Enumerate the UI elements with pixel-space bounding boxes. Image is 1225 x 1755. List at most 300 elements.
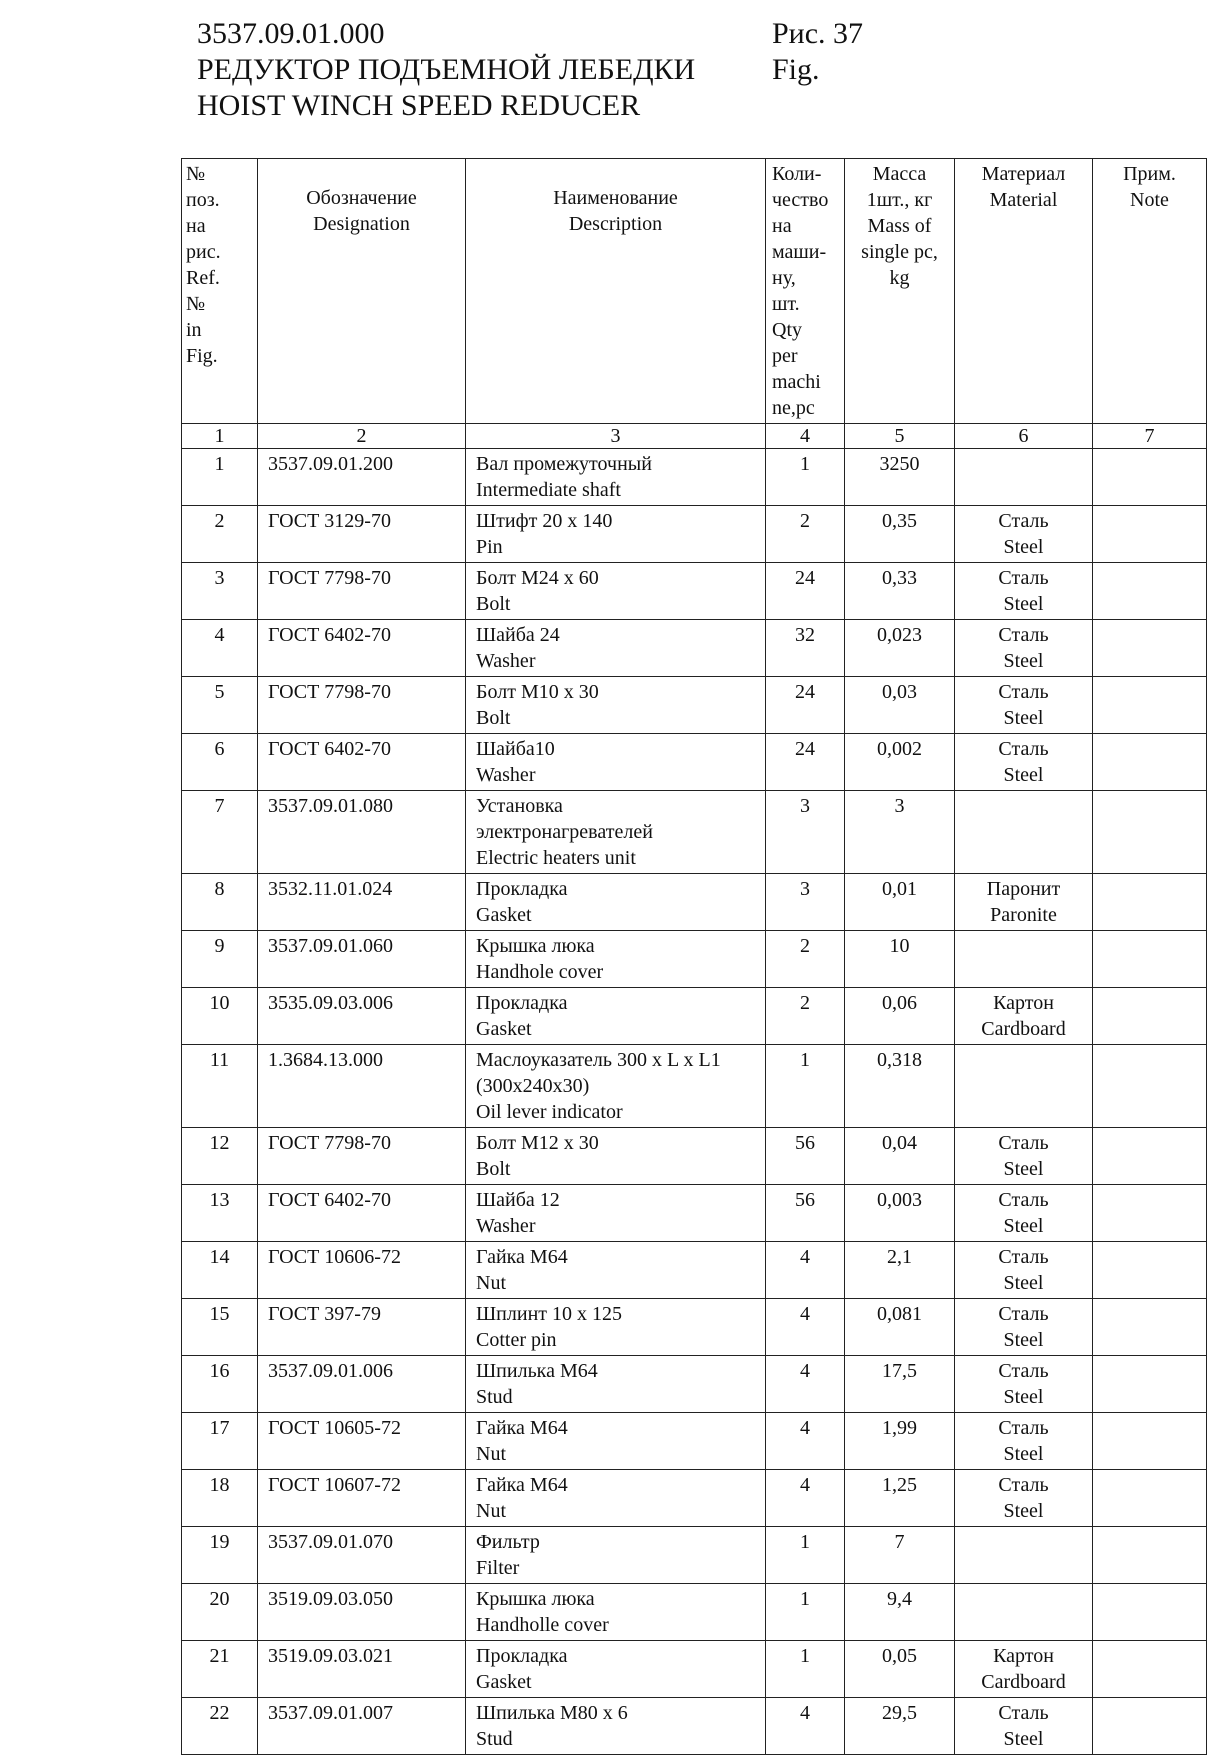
- description-line: Gasket: [476, 1671, 532, 1693]
- table-row: [182, 1584, 1207, 1641]
- description-line: Bolt: [476, 707, 511, 729]
- header-line: Наименование: [553, 187, 678, 209]
- material-cell: [955, 1045, 1093, 1128]
- header-line: Прим.: [1123, 163, 1176, 185]
- description-line: Шпилька М80 х 6: [476, 1702, 628, 1724]
- column-number: 7: [1093, 424, 1207, 449]
- column-number: 4: [766, 424, 845, 449]
- material-line: Сталь: [998, 681, 1049, 703]
- table-row: [182, 677, 1207, 734]
- header-designation: [258, 159, 466, 424]
- material-line: Сталь: [998, 567, 1049, 589]
- column-number: 5: [845, 424, 955, 449]
- description-line: Прокладка: [476, 1645, 568, 1667]
- material-line: Steel: [1003, 650, 1044, 672]
- material-line: Steel: [1003, 707, 1044, 729]
- material-line: Steel: [1003, 1728, 1044, 1750]
- designation-cell: ГОСТ 7798-70: [258, 1128, 466, 1185]
- header-qty: [766, 159, 845, 424]
- description-line: электронагревателей: [476, 821, 653, 843]
- description-cell: [466, 1698, 766, 1755]
- material-line: Картон: [993, 1645, 1054, 1667]
- designation-cell: 3537.09.01.007: [258, 1698, 466, 1755]
- material-cell: [955, 1128, 1093, 1185]
- description-line: Прокладка: [476, 992, 568, 1014]
- material-line: Сталь: [998, 1360, 1049, 1382]
- header-line: Material: [989, 189, 1058, 211]
- ref-number-cell: 3: [182, 563, 258, 620]
- designation-cell: ГОСТ 3129-70: [258, 506, 466, 563]
- description-line: Pin: [476, 536, 503, 558]
- table-row: [182, 449, 1207, 506]
- header-mass: [845, 159, 955, 424]
- description-cell: [466, 1299, 766, 1356]
- description-line: Electric heaters unit: [476, 847, 636, 869]
- material-cell: [955, 563, 1093, 620]
- description-line: Шайба 12: [476, 1189, 560, 1211]
- description-line: Болт М10 х 30: [476, 681, 599, 703]
- note-cell: [1093, 1299, 1207, 1356]
- material-cell: [955, 1527, 1093, 1584]
- mass-cell: 10: [845, 931, 955, 988]
- quantity-cell: 4: [766, 1470, 845, 1527]
- description-cell: [466, 931, 766, 988]
- description-cell: [466, 1356, 766, 1413]
- description-line: Cotter pin: [476, 1329, 557, 1351]
- material-cell: [955, 734, 1093, 791]
- description-line: Прокладка: [476, 878, 568, 900]
- header-line: №: [186, 293, 206, 315]
- header-line: Note: [1130, 189, 1169, 211]
- column-number: 1: [182, 424, 258, 449]
- description-line: Болт М24 х 60: [476, 567, 599, 589]
- mass-cell: 0,05: [845, 1641, 955, 1698]
- designation-cell: 3519.09.03.021: [258, 1641, 466, 1698]
- designation-cell: 3537.09.01.070: [258, 1527, 466, 1584]
- note-cell: [1093, 1527, 1207, 1584]
- ref-number-cell: 22: [182, 1698, 258, 1755]
- quantity-cell: 56: [766, 1128, 845, 1185]
- designation-cell: 3535.09.03.006: [258, 988, 466, 1045]
- designation-cell: 3532.11.01.024: [258, 874, 466, 931]
- quantity-cell: 3: [766, 874, 845, 931]
- mass-cell: 1,99: [845, 1413, 955, 1470]
- header-line: per: [772, 345, 798, 367]
- mass-cell: 7: [845, 1527, 955, 1584]
- designation-cell: ГОСТ 6402-70: [258, 734, 466, 791]
- table-row: [182, 1045, 1207, 1128]
- header-line: на: [772, 215, 792, 237]
- description-line: Гайка М64: [476, 1417, 568, 1439]
- quantity-cell: 4: [766, 1698, 845, 1755]
- material-line: Cardboard: [981, 1671, 1066, 1693]
- quantity-cell: 2: [766, 506, 845, 563]
- header-line: рис.: [186, 241, 221, 263]
- mass-cell: 1,25: [845, 1470, 955, 1527]
- description-cell: [466, 874, 766, 931]
- material-cell: [955, 988, 1093, 1045]
- header-line: Qty: [772, 319, 802, 341]
- description-cell: [466, 1128, 766, 1185]
- material-line: Сталь: [998, 738, 1049, 760]
- description-line: Gasket: [476, 1018, 532, 1040]
- mass-cell: 0,003: [845, 1185, 955, 1242]
- ref-number-cell: 2: [182, 506, 258, 563]
- material-line: Сталь: [998, 1417, 1049, 1439]
- description-cell: [466, 449, 766, 506]
- column-number: 6: [955, 424, 1093, 449]
- header-description: [466, 159, 766, 424]
- material-line: Steel: [1003, 593, 1044, 615]
- note-cell: [1093, 677, 1207, 734]
- mass-cell: 9,4: [845, 1584, 955, 1641]
- table-row: [182, 620, 1207, 677]
- material-cell: [955, 874, 1093, 931]
- mass-cell: 3250: [845, 449, 955, 506]
- designation-cell: ГОСТ 6402-70: [258, 1185, 466, 1242]
- material-cell: [955, 1413, 1093, 1470]
- ref-number-cell: 7: [182, 791, 258, 874]
- quantity-cell: 4: [766, 1413, 845, 1470]
- description-cell: [466, 1242, 766, 1299]
- note-cell: [1093, 620, 1207, 677]
- quantity-cell: 2: [766, 931, 845, 988]
- table-row: [182, 1641, 1207, 1698]
- table-row: [182, 506, 1207, 563]
- note-cell: [1093, 874, 1207, 931]
- header-line: Description: [568, 213, 663, 235]
- material-line: Steel: [1003, 536, 1044, 558]
- description-line: Вал промежуточный: [476, 453, 652, 475]
- quantity-cell: 24: [766, 677, 845, 734]
- note-cell: [1093, 1185, 1207, 1242]
- header-line: Материал: [981, 163, 1066, 185]
- ref-number-cell: 6: [182, 734, 258, 791]
- table-row: [182, 1356, 1207, 1413]
- material-cell: [955, 1470, 1093, 1527]
- material-line: Картон: [993, 992, 1054, 1014]
- header-note: [1093, 159, 1207, 424]
- quantity-cell: 4: [766, 1242, 845, 1299]
- table-row: [182, 1128, 1207, 1185]
- parts-table: [181, 158, 1207, 1755]
- header-line: ne,pc: [772, 397, 815, 419]
- header-line: Масса: [872, 163, 927, 185]
- header-line: in: [186, 319, 202, 341]
- description-line: Шпилька М64: [476, 1360, 598, 1382]
- description-cell: [466, 1470, 766, 1527]
- table-row: [182, 734, 1207, 791]
- header-line: Designation: [313, 213, 410, 235]
- description-cell: [466, 734, 766, 791]
- quantity-cell: 32: [766, 620, 845, 677]
- parts-table-body: [182, 449, 1207, 1755]
- material-cell: [955, 1641, 1093, 1698]
- ref-number-cell: 8: [182, 874, 258, 931]
- table-row: [182, 1527, 1207, 1584]
- material-line: Сталь: [998, 624, 1049, 646]
- description-line: Штифт 20 х 140: [476, 510, 613, 532]
- note-cell: [1093, 1641, 1207, 1698]
- header-line: Fig.: [186, 345, 218, 367]
- mass-cell: 0,01: [845, 874, 955, 931]
- table-row: [182, 1242, 1207, 1299]
- mass-cell: 29,5: [845, 1698, 955, 1755]
- material-line: Сталь: [998, 1474, 1049, 1496]
- mass-cell: 0,33: [845, 563, 955, 620]
- material-line: Steel: [1003, 1329, 1044, 1351]
- mass-cell: 0,318: [845, 1045, 955, 1128]
- ref-number-cell: 21: [182, 1641, 258, 1698]
- description-line: Маслоуказатель 300 х L х L1: [476, 1049, 721, 1071]
- table-row: [182, 1413, 1207, 1470]
- ref-number-cell: 12: [182, 1128, 258, 1185]
- ref-number-cell: 11: [182, 1045, 258, 1128]
- material-line: Steel: [1003, 1386, 1044, 1408]
- header-line: single pc,: [861, 241, 938, 263]
- table-row: [182, 563, 1207, 620]
- description-line: Washer: [476, 650, 536, 672]
- description-line: Шплинт 10 х 125: [476, 1303, 623, 1325]
- quantity-cell: 1: [766, 1527, 845, 1584]
- ref-number-cell: 15: [182, 1299, 258, 1356]
- mass-cell: 3: [845, 791, 955, 874]
- quantity-cell: 24: [766, 734, 845, 791]
- mass-cell: 0,03: [845, 677, 955, 734]
- material-line: Steel: [1003, 1443, 1044, 1465]
- assembly-title-ru: РЕДУКТОР ПОДЪЕМНОЙ ЛЕБЕДКИ: [197, 53, 696, 86]
- material-cell: [955, 931, 1093, 988]
- description-line: Крышка люка: [476, 1588, 595, 1610]
- material-cell: [955, 791, 1093, 874]
- material-line: Сталь: [998, 1303, 1049, 1325]
- quantity-cell: 1: [766, 449, 845, 506]
- material-line: Cardboard: [981, 1018, 1066, 1040]
- description-line: Stud: [476, 1386, 513, 1408]
- note-cell: [1093, 931, 1207, 988]
- material-cell: [955, 1698, 1093, 1755]
- mass-cell: 0,002: [845, 734, 955, 791]
- quantity-cell: 4: [766, 1299, 845, 1356]
- material-cell: [955, 449, 1093, 506]
- description-line: Gasket: [476, 904, 532, 926]
- quantity-cell: 4: [766, 1356, 845, 1413]
- column-number: 2: [258, 424, 466, 449]
- header-line: Ref.: [186, 267, 220, 289]
- note-cell: [1093, 449, 1207, 506]
- table-row: [182, 931, 1207, 988]
- description-line: Filter: [476, 1557, 520, 1579]
- material-line: Сталь: [998, 1702, 1049, 1724]
- description-line: Oil lever indicator: [476, 1101, 623, 1123]
- table-row: [182, 1299, 1207, 1356]
- ref-number-cell: 1: [182, 449, 258, 506]
- material-line: Steel: [1003, 1215, 1044, 1237]
- assembly-code: 3537.09.01.000: [197, 17, 385, 50]
- table-row: [182, 1698, 1207, 1755]
- assembly-title-en: HOIST WINCH SPEED REDUCER: [197, 89, 641, 122]
- ref-number-cell: 5: [182, 677, 258, 734]
- header-line: на: [186, 215, 206, 237]
- material-line: Steel: [1003, 764, 1044, 786]
- table-row: [182, 791, 1207, 874]
- header-line: Коли-: [772, 163, 822, 185]
- designation-cell: 3537.09.01.080: [258, 791, 466, 874]
- description-line: Handhole cover: [476, 961, 604, 983]
- description-line: Nut: [476, 1272, 506, 1294]
- figure-label-ru: Рис. 37: [772, 17, 864, 50]
- ref-number-cell: 17: [182, 1413, 258, 1470]
- ref-number-cell: 20: [182, 1584, 258, 1641]
- material-cell: [955, 1584, 1093, 1641]
- ref-number-cell: 14: [182, 1242, 258, 1299]
- designation-cell: ГОСТ 10605-72: [258, 1413, 466, 1470]
- header-line: поз.: [186, 189, 220, 211]
- description-cell: [466, 1413, 766, 1470]
- material-line: Steel: [1003, 1158, 1044, 1180]
- material-line: Paronite: [990, 904, 1057, 926]
- header-line: Обозначение: [306, 187, 417, 209]
- designation-cell: ГОСТ 397-79: [258, 1299, 466, 1356]
- designation-cell: ГОСТ 7798-70: [258, 563, 466, 620]
- column-number-row: [182, 424, 1207, 449]
- material-line: Steel: [1003, 1500, 1044, 1522]
- quantity-cell: 2: [766, 988, 845, 1045]
- table-header-row: [182, 159, 1207, 424]
- description-cell: [466, 1527, 766, 1584]
- description-cell: [466, 988, 766, 1045]
- material-cell: [955, 1185, 1093, 1242]
- designation-cell: 3519.09.03.050: [258, 1584, 466, 1641]
- description-line: Шайба 24: [476, 624, 560, 646]
- mass-cell: 0,023: [845, 620, 955, 677]
- designation-cell: 3537.09.01.060: [258, 931, 466, 988]
- description-line: Bolt: [476, 593, 511, 615]
- figure-label-en: Fig.: [772, 53, 820, 86]
- material-line: Сталь: [998, 1132, 1049, 1154]
- mass-cell: 0,081: [845, 1299, 955, 1356]
- description-line: Крышка люка: [476, 935, 595, 957]
- header-line: Mass of: [867, 215, 932, 237]
- description-cell: [466, 677, 766, 734]
- ref-number-cell: 18: [182, 1470, 258, 1527]
- description-cell: [466, 1641, 766, 1698]
- designation-cell: ГОСТ 10606-72: [258, 1242, 466, 1299]
- note-cell: [1093, 988, 1207, 1045]
- ref-number-cell: 13: [182, 1185, 258, 1242]
- description-line: Шайба10: [476, 738, 555, 760]
- mass-cell: 2,1: [845, 1242, 955, 1299]
- mass-cell: 0,35: [845, 506, 955, 563]
- note-cell: [1093, 1045, 1207, 1128]
- material-cell: [955, 620, 1093, 677]
- description-cell: [466, 1045, 766, 1128]
- header-line: №: [186, 163, 206, 185]
- description-line: Фильтр: [476, 1531, 540, 1553]
- material-line: Паронит: [986, 878, 1061, 900]
- mass-cell: 0,06: [845, 988, 955, 1045]
- ref-number-cell: 19: [182, 1527, 258, 1584]
- designation-cell: ГОСТ 6402-70: [258, 620, 466, 677]
- material-cell: [955, 506, 1093, 563]
- material-line: Сталь: [998, 1246, 1049, 1268]
- description-cell: [466, 791, 766, 874]
- header-line: чество: [772, 189, 829, 211]
- material-line: Сталь: [998, 1189, 1049, 1211]
- designation-cell: ГОСТ 10607-72: [258, 1470, 466, 1527]
- table-row: [182, 1185, 1207, 1242]
- column-number: 3: [466, 424, 766, 449]
- description-line: Stud: [476, 1728, 513, 1750]
- description-line: Nut: [476, 1500, 506, 1522]
- header-line: шт.: [772, 293, 800, 315]
- table-row: [182, 874, 1207, 931]
- description-line: Установка: [476, 795, 563, 817]
- quantity-cell: 1: [766, 1584, 845, 1641]
- description-line: Гайка М64: [476, 1246, 568, 1268]
- note-cell: [1093, 1413, 1207, 1470]
- note-cell: [1093, 791, 1207, 874]
- note-cell: [1093, 563, 1207, 620]
- document-header: [197, 16, 695, 124]
- description-line: Nut: [476, 1443, 506, 1465]
- material-cell: [955, 1299, 1093, 1356]
- quantity-cell: 24: [766, 563, 845, 620]
- header-line: kg: [889, 267, 910, 289]
- designation-cell: 3537.09.01.200: [258, 449, 466, 506]
- description-line: Гайка М64: [476, 1474, 568, 1496]
- designation-cell: 3537.09.01.006: [258, 1356, 466, 1413]
- ref-number-cell: 9: [182, 931, 258, 988]
- description-line: (300x240x30): [476, 1075, 590, 1097]
- description-line: Washer: [476, 764, 536, 786]
- note-cell: [1093, 1698, 1207, 1755]
- table-row: [182, 1470, 1207, 1527]
- header-line: 1шт., кг: [866, 189, 933, 211]
- description-line: Intermediate shaft: [476, 479, 621, 501]
- mass-cell: 17,5: [845, 1356, 955, 1413]
- note-cell: [1093, 1128, 1207, 1185]
- note-cell: [1093, 506, 1207, 563]
- material-cell: [955, 1356, 1093, 1413]
- designation-cell: ГОСТ 7798-70: [258, 677, 466, 734]
- material-cell: [955, 1242, 1093, 1299]
- header-ref: [182, 159, 258, 424]
- note-cell: [1093, 1356, 1207, 1413]
- quantity-cell: 3: [766, 791, 845, 874]
- material-line: Steel: [1003, 1272, 1044, 1294]
- ref-number-cell: 10: [182, 988, 258, 1045]
- table-row: [182, 988, 1207, 1045]
- description-cell: [466, 1584, 766, 1641]
- note-cell: [1093, 1242, 1207, 1299]
- description-cell: [466, 620, 766, 677]
- description-cell: [466, 1185, 766, 1242]
- description-line: Болт М12 х 30: [476, 1132, 599, 1154]
- note-cell: [1093, 1470, 1207, 1527]
- description-cell: [466, 506, 766, 563]
- quantity-cell: 1: [766, 1641, 845, 1698]
- mass-cell: 0,04: [845, 1128, 955, 1185]
- description-line: Handholle cover: [476, 1614, 609, 1636]
- header-line: маши-: [772, 241, 827, 263]
- note-cell: [1093, 1584, 1207, 1641]
- note-cell: [1093, 734, 1207, 791]
- material-cell: [955, 677, 1093, 734]
- description-line: Bolt: [476, 1158, 511, 1180]
- figure-reference: [772, 16, 863, 88]
- ref-number-cell: 4: [182, 620, 258, 677]
